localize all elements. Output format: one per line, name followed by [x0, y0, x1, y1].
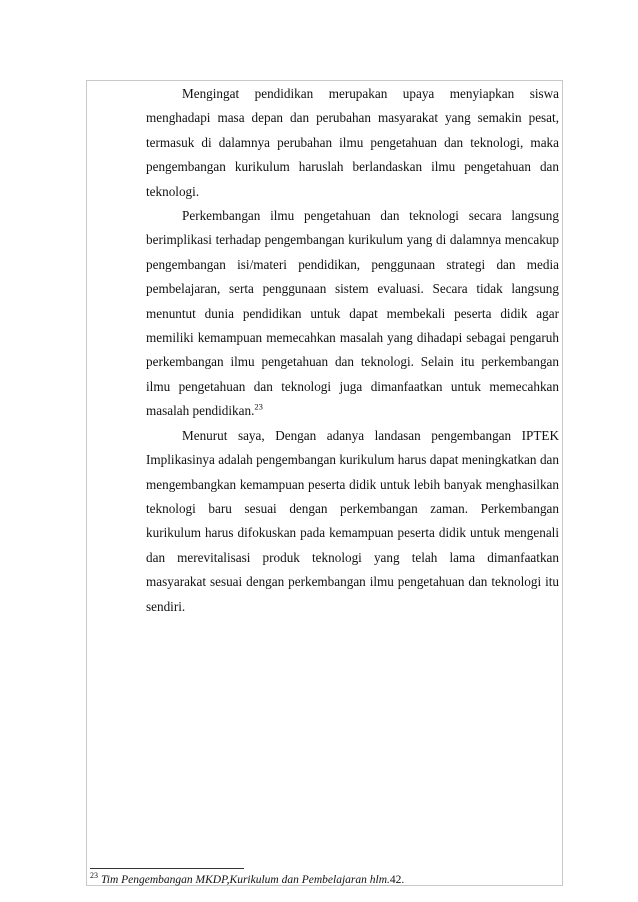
paragraph-3-text: Menurut saya, Dengan adanya landasan pengembangan IPTEK Implikasinya adalah pengembangan kurikulum harus dapat meningkatkan dan mengembangkan kemampuan peserta didik untuk lebih banyak menghasilkan teknologi baru sesuai dengan perkembangan zaman. Perkembangan kurikulum harus difokuskan pada kemampuan peserta didik untuk mengenali dan merevitalisasi produk teknologi yang telah lama dimanfaatkan masyarakat sesuai dengan perkembangan ilmu pengetahuan dan teknologi itu sendiri.: [146, 427, 559, 614]
footnote-separator: [90, 868, 244, 869]
paragraph-3: [146, 424, 559, 619]
footnote-page: 42.: [389, 874, 405, 886]
body-text: [146, 82, 559, 619]
footnote-source: Tim Pengembangan MKDP,Kurikulum dan Pembelajaran hlm.: [101, 874, 390, 886]
paragraph-2: [146, 204, 559, 424]
paragraph-2-text: Perkembangan ilmu pengetahuan dan teknologi secara langsung berimplikasi terhadap pengembangan kurikulum yang di dalamnya mencakup pengembangan isi/materi pendidikan, penggunaan strategi dan media pembelajaran, serta penggunaan sistem evaluasi. Secara tidak langsung menuntut dunia pendidikan untuk dapat membekali peserta didik agar memiliki kemampuan memecahkan masalah yang dihadapi sebagai pengaruh perkembangan ilmu pengetahuan dan teknologi. Selain itu perkembangan ilmu pengetahuan dan teknologi juga dimanfaatkan untuk memecahkan masalah pendidikan.: [146, 208, 559, 419]
footnote-number: 23: [90, 871, 98, 881]
paragraph-1: [146, 82, 559, 204]
footnote: [90, 873, 560, 887]
footnote-reference[interactable]: 23: [254, 401, 263, 412]
paragraph-1-text: Mengingat pendidikan merupakan upaya menyiapkan siswa menghadapi masa depan dan perubahan masyarakat yang semakin pesat, termasuk di dalamnya perubahan ilmu pengetahuan dan teknologi, maka pengembangan kurikulum haruslah berlandaskan ilmu pengetahuan dan teknologi.: [146, 86, 559, 199]
